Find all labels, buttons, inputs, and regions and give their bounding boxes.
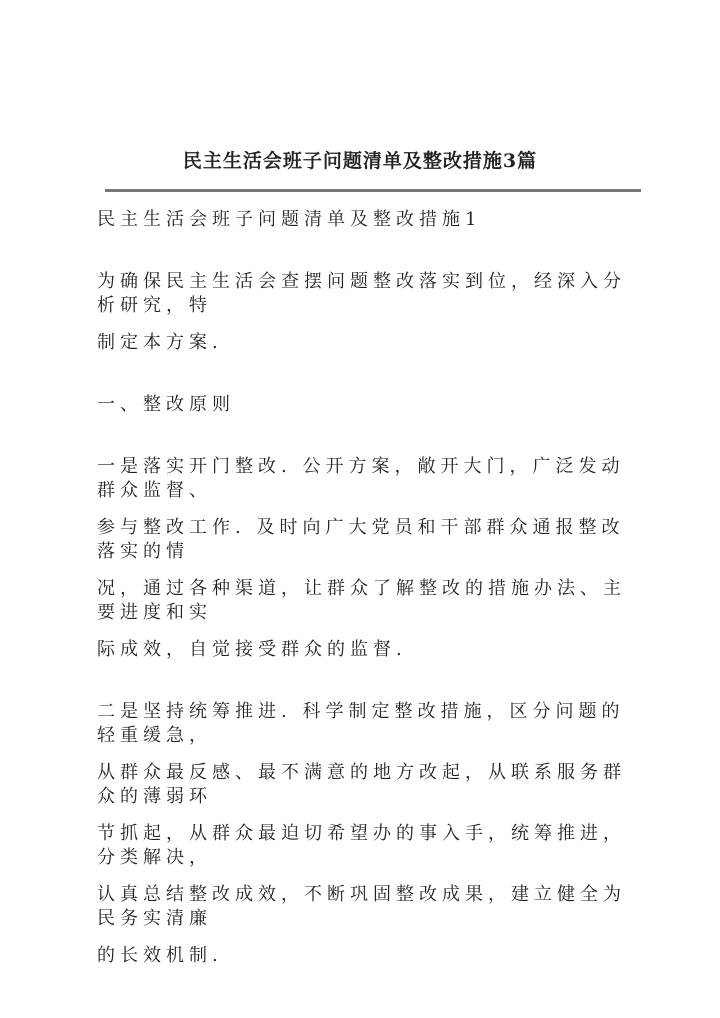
document-subtitle: 民主生活会班子问题清单及整改措施1 [97, 209, 482, 230]
paragraph-line: 的长效机制. [97, 945, 223, 966]
title-divider [105, 189, 641, 192]
paragraph-line: 二是坚持统筹推进. 科学制定整改措施，区分问题的轻重缓急， [97, 701, 625, 746]
document-title: 民主生活会班子问题清单及整改措施3篇 [182, 150, 538, 172]
paragraph-line: 参与整改工作. 及时向广大党员和干部群众通报整改落实的情 [97, 517, 625, 562]
paragraph-line: 从群众最反感、最不满意的地方改起，从联系服务群众的薄弱环 [97, 762, 626, 807]
section-heading: 一、整改原则 [97, 394, 235, 415]
paragraph-line: 际成效，自觉接受群众的监督. [97, 639, 407, 660]
paragraph-line: 节抓起，从群众最迫切希望办的事入手，统筹推进，分类解决， [97, 823, 626, 868]
paragraph-line: 认真总结整改成效，不断巩固整改成果，建立健全为民务实清廉 [97, 884, 626, 929]
paragraph-line: 一是落实开门整改. 公开方案，敞开大门，广泛发动群众监督、 [97, 456, 625, 501]
paragraph-line: 况，通过各种渠道，让群众了解整改的措施办法、主要进度和实 [97, 578, 626, 623]
intro-line: 为确保民主生活会查摆问题整改落实到位，经深入分析研究，特 [97, 271, 626, 316]
document-body [97, 208, 642, 981]
intro-line: 制定本方案. [97, 332, 223, 353]
